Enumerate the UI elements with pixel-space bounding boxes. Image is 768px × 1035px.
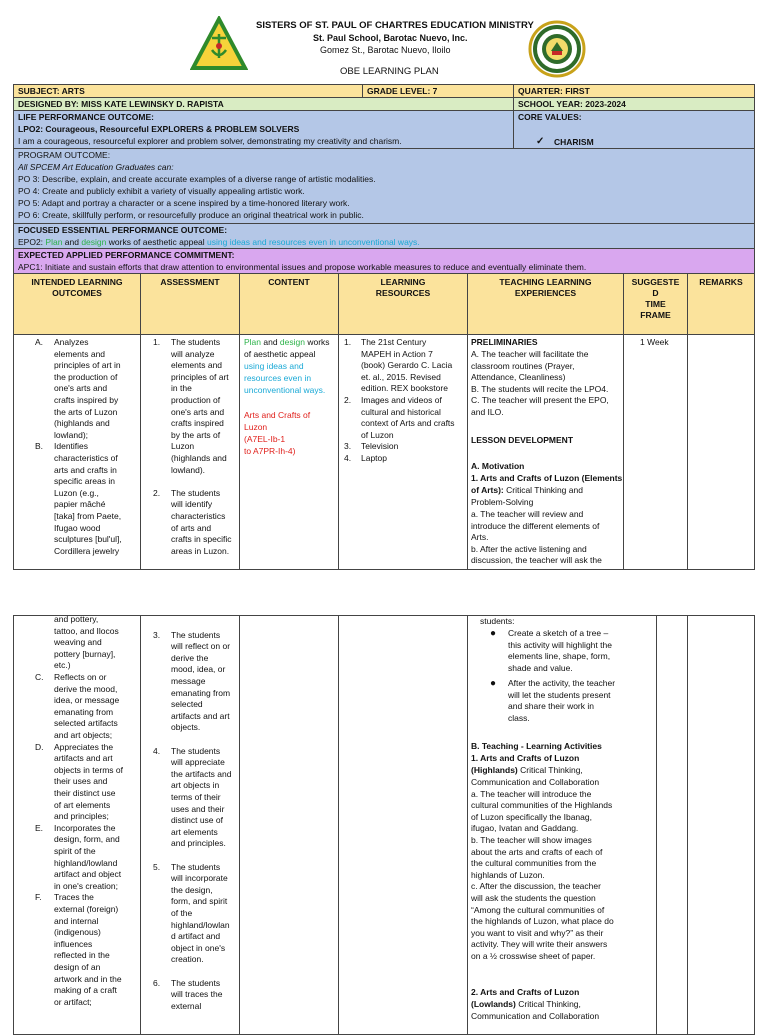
ilo-line-text: [taka] from Paete,	[54, 511, 122, 521]
activity-1-line: you want to visit and why?” as their	[471, 927, 604, 938]
ilo-line-text: derive the mood,	[54, 683, 118, 694]
ilo-line-text: influences	[54, 938, 93, 949]
ilo-line-marker: D.	[35, 741, 44, 752]
subject: SUBJECT: ARTS	[18, 86, 85, 96]
school-seal-right	[528, 20, 586, 78]
resource-line-text: Images and videos of	[361, 395, 442, 405]
preliminaries: PRELIMINARIES	[471, 337, 538, 347]
ilo-line-text: and pottery,	[54, 615, 99, 624]
assessment-line-text: The students	[171, 629, 221, 640]
content-red-3: (A7EL-Ib-1	[244, 434, 286, 444]
resources-cell-p1	[338, 334, 468, 570]
preliminary-line: classroom routines (Prayer,	[471, 360, 575, 371]
ilo-line-text: of art elements	[54, 799, 111, 810]
assessment-line-text: art objects in	[171, 780, 220, 791]
ilo-header-line2: OUTCOMES	[52, 288, 102, 298]
ilo-line-text: their distinct use	[54, 788, 116, 798]
assessment-line-text: distinct use of	[171, 815, 223, 826]
bullet-1-line: shade and value.	[508, 662, 573, 673]
assessment-line-text: will traces the	[171, 989, 223, 1000]
time-header-line2: D	[652, 288, 659, 298]
ilo-line-text: principles of art in	[54, 360, 121, 371]
assessment-line-text: crafts in specific	[171, 534, 232, 545]
life-outcome-label: LIFE PERFORMANCE OUTCOME:	[18, 112, 154, 122]
assessment-line-text: terms of their	[171, 792, 221, 802]
preliminary-line: and ILO.	[471, 407, 504, 417]
content-and: and	[261, 337, 280, 347]
activity-2-lowlands: (Lowlands)	[471, 999, 516, 1009]
col-header-ilo	[13, 273, 141, 335]
col-header-time	[623, 273, 688, 335]
resource-line-text: cultural and historical	[361, 406, 441, 417]
ilo-line-text: artwork and in the	[54, 973, 122, 984]
assessment-line-text: selected	[171, 699, 203, 710]
ilo-line-text: artifacts and art	[54, 753, 113, 764]
resource-line-text: The 21st Century	[361, 337, 427, 347]
assessment-line-text: characteristics	[171, 511, 226, 521]
ilo-line-text: elements and	[54, 348, 106, 359]
lpo2-title: LPO2: Courageous, Resourceful EXPLORERS & PROBLEM SOLVERS	[18, 124, 300, 134]
ilo-line-text: papier mâché	[54, 499, 106, 510]
ilo-line-text: Cordillera jewelry	[54, 545, 120, 556]
ilo-line-text: external (foreign)	[54, 904, 119, 914]
eapc-label: EXPECTED APPLIED PERFORMANCE COMMITMENT:	[18, 250, 235, 260]
activity-1-line: ifugao, Ivatan and Gaddang.	[471, 823, 579, 834]
activity-1-skills: Critical Thinking,	[517, 765, 583, 775]
assessment-line-text: of arts and	[171, 522, 212, 533]
content-cyan-1: using ideas and	[244, 361, 304, 371]
remarks-header: REMARKS	[699, 277, 743, 287]
assessment-line-marker: 1.	[153, 337, 161, 347]
assessment-line-text: production of	[171, 395, 221, 405]
assessment-line-marker: 3.	[153, 629, 161, 640]
assessment-line-text: d artifact and	[171, 931, 221, 942]
assessment-line-text: external	[171, 1000, 202, 1011]
lesson-development: LESSON DEVELOPMENT	[471, 435, 574, 445]
ilo-line-text: (highlands and	[54, 418, 110, 429]
program-outcome-label: PROGRAM OUTCOME:	[18, 150, 111, 160]
assessment-line-text: message	[171, 676, 206, 686]
ilo-line-text: Reflects on or	[54, 672, 107, 682]
assessment-line-text: principles of art	[171, 371, 229, 382]
core-values-label: CORE VALUES:	[518, 112, 582, 122]
resources-cell-p2	[338, 615, 468, 1035]
ilo-header-line1: INTENDED LEARNING	[31, 277, 123, 287]
col-header-tle	[467, 273, 624, 335]
preliminary-line: C. The teacher will present the EPO,	[471, 395, 609, 406]
assessment-line-text: The students	[171, 337, 221, 347]
epo2-and: and	[62, 237, 82, 247]
ilo-line-text: and internal	[54, 915, 99, 926]
ilo-line-marker: F.	[35, 892, 42, 903]
ilo-line-marker: B.	[35, 441, 44, 452]
col-header-remarks	[687, 273, 755, 335]
epo2	[18, 237, 420, 249]
content-cell-p1	[239, 334, 339, 570]
ilo-line-text: the arts of Luzon	[54, 406, 118, 417]
assessment-line-text: Luzon	[171, 441, 195, 452]
activity-1-line: c. After the discussion, the teacher	[471, 881, 601, 892]
assessment-line-text: will identify	[171, 499, 213, 510]
designed-by-cell	[13, 97, 514, 111]
resource-line-marker: 2.	[344, 395, 352, 405]
assessment-cell-p2	[140, 615, 240, 1035]
content-red-4: to A7PR-Ih-4)	[244, 446, 296, 456]
resource-line-marker: 3.	[344, 441, 352, 452]
activity-1-title: 1. Arts and Crafts of Luzon	[471, 753, 580, 763]
content-line1	[244, 337, 330, 349]
epo2-using: using ideas and resources even in unconventional ways.	[207, 237, 420, 247]
grade-level: GRADE LEVEL: 7	[367, 86, 438, 96]
ilo-line-text: in one's creation;	[54, 880, 118, 891]
epo2-plan: Plan	[45, 237, 63, 247]
ilo-line-text: spirit of the	[54, 846, 96, 856]
activity-1-line: cultural communities of the Highlands	[471, 800, 613, 811]
activity-1-line: “Among the cultural communities of	[471, 904, 605, 915]
resources-header-line2: RESOURCES	[375, 288, 431, 298]
activity-1-line: of Luzon specifically the Ibanag,	[471, 811, 592, 822]
org-name: SISTERS OF ST. PAUL OF CHARTRES EDUCATION MINISTRY	[256, 20, 534, 31]
time-header-line4: FRAME	[640, 310, 671, 320]
activity-1-sub	[471, 765, 583, 777]
resource-line-text: et. al., 2015. Revised	[361, 371, 441, 382]
motivation-item-1-rest: Critical Thinking and	[503, 485, 583, 495]
assessment-line-text: will analyze	[171, 348, 215, 359]
motivation-item-1c: Problem-Solving	[471, 497, 534, 507]
assessment-cell-p1	[140, 334, 240, 570]
assessment-header: ASSESSMENT	[160, 277, 220, 287]
ilo-line-text: weaving and	[54, 637, 102, 648]
activity-1-line: Communication and Collaboration	[471, 777, 600, 787]
assessment-line-marker: 6.	[153, 977, 161, 988]
motivation-line: a. The teacher will review and	[471, 509, 584, 519]
bullet-2-dot: ●	[490, 678, 497, 689]
ilo-line-text: highland/lowland	[54, 857, 118, 868]
eapc-cell	[13, 248, 755, 274]
teaching-activities-title: B. Teaching - Learning Activities	[471, 741, 602, 751]
content-header: CONTENT	[268, 277, 310, 287]
activity-1-line: highlands of Luzon.	[471, 869, 545, 880]
assessment-line-text: one's arts and	[171, 406, 225, 417]
motivation-line: discussion, the teacher will ask the	[471, 555, 602, 566]
ilo-line-text: the production of	[54, 371, 118, 382]
content-line2: of aesthetic appeal	[244, 349, 316, 359]
ilo-line-text: Ifugao wood	[54, 522, 101, 533]
assessment-line-text: crafts inspired	[171, 418, 224, 429]
assessment-line-text: (highlands and	[171, 453, 227, 463]
ilo-line-text: Appreciates the	[54, 741, 114, 752]
ilo-line-text: design of an	[54, 962, 101, 972]
activity-1-highlands: (Highlands)	[471, 765, 518, 775]
assessment-line-text: art elements	[171, 826, 218, 837]
ilo-line-marker: C.	[35, 672, 44, 682]
assessment-line-marker: 5.	[153, 861, 161, 872]
motivation-line: Arts.	[471, 532, 489, 543]
tle-students: students:	[480, 616, 515, 626]
activity-1-line: activity. They will write their answers	[471, 939, 608, 950]
activity-1-line: a. The teacher will introduce the	[471, 788, 592, 799]
ilo-line-text: characteristics of	[54, 453, 118, 463]
assessment-line-text: creation.	[171, 954, 204, 965]
assessment-line-marker: 2.	[153, 487, 161, 498]
remarks-cell-p2	[687, 615, 755, 1035]
assessment-line-text: artifacts and art	[171, 710, 230, 721]
bullet-2-line: and share their work in	[508, 701, 594, 712]
epo2-design: design	[81, 237, 107, 247]
ilo-line-text: making of a craft	[54, 985, 117, 996]
time-cell-p2	[656, 615, 688, 1035]
school-address: Gomez St., Barotac Nuevo, Iloilo	[320, 45, 451, 55]
ilo-line-text: and art objects;	[54, 730, 113, 740]
resource-line-text: Television	[361, 441, 399, 452]
content-red-1: Arts and Crafts of	[244, 410, 311, 420]
school-year: SCHOOL YEAR: 2023-2024	[518, 99, 626, 109]
ilo-line-text: specific areas in	[54, 476, 115, 487]
resources-header-line1: LEARNING	[380, 277, 426, 287]
tle-header-line2: EXPERIENCES	[514, 288, 577, 298]
ilo-line-text: Luzon (e.g.,	[54, 487, 99, 498]
content-works: works	[304, 337, 330, 347]
bullet-2-line: After the activity, the teacher	[508, 678, 616, 688]
preliminary-line: A. The teacher will facilitate the	[471, 349, 589, 359]
activity-1-line: will ask the students the question	[471, 893, 596, 903]
assessment-line-marker: 4.	[153, 745, 161, 756]
po4: PO 4: Create and publicly exhibit a variety of visually appealing artistic work.	[18, 186, 305, 196]
content-cell-p2	[239, 615, 339, 1035]
assessment-line-text: The students	[171, 977, 221, 988]
epo2-mid: works of aesthetic appeal	[106, 237, 208, 247]
ilo-line-text: tattoo, and Ilocos	[54, 625, 119, 636]
col-header-resources	[338, 273, 468, 335]
ilo-line-text: or artifact;	[54, 996, 92, 1007]
assessment-line-text: The students	[171, 745, 221, 756]
motivation-line: b. After the active listening and	[471, 543, 587, 554]
activity-2-line: Communication and Collaboration	[471, 1011, 600, 1021]
bullet-1-line: Create a sketch of a tree –	[508, 628, 609, 638]
resource-line-text: of Luzon	[361, 429, 394, 440]
ilo-line-text: artifact and object	[54, 869, 122, 880]
time-frame: 1 Week	[640, 337, 669, 347]
tle-header-line1: TEACHING LEARNING	[499, 277, 592, 287]
assessment-line-text: the design,	[171, 884, 213, 895]
assessment-line-text: of the	[171, 908, 193, 918]
subject-cell	[13, 84, 363, 98]
ilo-line-text: one's arts and	[54, 383, 108, 394]
po3: PO 3: Describe, explain, and create accurate examples of a diverse range of artistic modalities.	[18, 174, 376, 184]
epo-cell	[13, 223, 755, 249]
motivation: A. Motivation	[471, 461, 525, 471]
preliminary-line: Attendance, Cleanliness)	[471, 372, 566, 383]
activity-1-line: about the arts and crafts of each of	[471, 846, 603, 857]
po6: PO 6: Create, skillfully perform, or resourcefully produce an original theatrical work in public.	[18, 210, 364, 220]
resource-line-text: Laptop	[361, 453, 387, 463]
ilo-line-text: design, form, and	[54, 834, 120, 845]
motivation-item-1-bold: of Arts):	[471, 485, 504, 495]
ilo-line-text: Traces the	[54, 892, 94, 903]
bullet-2-line: will let the students present	[508, 689, 611, 700]
assessment-line-text: uses and their	[171, 803, 225, 814]
bullet-1-line: this activity will highlight the	[508, 639, 612, 650]
time-header-line1: SUGGESTE	[631, 277, 680, 287]
assessment-line-text: form, and spirit	[171, 896, 228, 907]
school-logo-left	[190, 16, 248, 72]
ilo-line-text: selected artifacts	[54, 718, 118, 729]
content-cyan-2: resources even in	[244, 373, 312, 383]
activity-1-line: b. The teacher will show images	[471, 835, 592, 845]
ilo-line-text: Analyzes	[54, 337, 89, 347]
quarter-cell	[513, 84, 755, 98]
tle-cell-p1	[467, 334, 624, 570]
time-cell-p1	[623, 334, 688, 570]
time-header-line3: TIME	[645, 299, 666, 309]
ilo-line-marker: E.	[35, 822, 44, 833]
assessment-line-text: will incorporate	[171, 873, 228, 884]
lpo2-description: I am a courageous, resourceful explorer and problem solver, demonstrating my creativity and charism.	[18, 136, 402, 146]
designed-by: DESIGNED BY: MISS KATE LEWINSKY D. RAPISTA	[18, 99, 224, 109]
epo-label: FOCUSED ESSENTIAL PERFORMANCE OUTCOME:	[18, 225, 228, 235]
ilo-line-text: emanating from	[54, 706, 114, 717]
assessment-line-text: in the	[171, 383, 192, 394]
resource-line-marker: 1.	[344, 337, 352, 347]
school-year-cell	[513, 97, 755, 111]
apc1: APC1: Initiate and sustain efforts that draw attention to environmental issues and propose workable measures to reduce and eventually eliminate them.	[18, 262, 587, 272]
core-values-cell	[513, 110, 755, 149]
assessment-line-text: The students	[171, 487, 221, 498]
motivation-line: introduce the different elements of	[471, 520, 600, 531]
ilo-line-text: lowland);	[54, 429, 89, 440]
plan-title: OBE LEARNING PLAN	[340, 66, 439, 77]
ilo-line-text: Incorporates the	[54, 822, 116, 833]
ilo-line-text: Identifies	[54, 441, 89, 452]
assessment-line-text: areas in Luzon.	[171, 545, 230, 556]
assessment-line-text: lowland).	[171, 464, 206, 475]
ilo-line-marker: A.	[35, 337, 44, 347]
remarks-cell-p1	[687, 334, 755, 570]
ilo-line-text: sculptures [bul'ul],	[54, 534, 122, 545]
assessment-line-text: The students	[171, 861, 221, 872]
school-name: St. Paul School, Barotac Nuevo, Inc.	[313, 33, 468, 43]
epo2-prefix: EPO2:	[18, 237, 46, 247]
tle-cell-p2	[467, 615, 657, 1035]
ilo-line-text: objects in terms of	[54, 764, 123, 775]
content-cyan-3: unconventional ways.	[244, 385, 326, 395]
po5: PO 5: Adapt and portray a character or a scene inspired by a time-honored literary work.	[18, 198, 350, 208]
content-plan: Plan	[244, 337, 262, 347]
assessment-line-text: the artifacts and	[171, 768, 232, 779]
grade-cell	[362, 84, 514, 98]
col-header-assessment	[140, 273, 240, 335]
activity-2-sub	[471, 999, 581, 1011]
assessment-line-text: derive the	[171, 652, 209, 663]
bullet-1-dot: ●	[490, 628, 497, 639]
preliminary-line: B. The students will recite the LPO4.	[471, 383, 609, 394]
assessment-line-text: and principles.	[171, 838, 226, 849]
activity-1-line: the highlands of Luzon, what place do	[471, 916, 614, 927]
ilo-line-text: their uses and	[54, 776, 108, 787]
assessment-line-text: objects.	[171, 722, 201, 733]
assessment-line-text: object in one's	[171, 942, 226, 953]
ilo-line-text: etc.)	[54, 660, 71, 671]
resource-line-text: context of Arts and crafts	[361, 418, 455, 429]
activity-2-skills: Critical Thinking,	[515, 999, 581, 1009]
content-red-2: Luzon	[244, 422, 268, 432]
assessment-line-text: will reflect on or	[171, 641, 231, 652]
bullet-2-line: class.	[508, 712, 530, 723]
ilo-line-text: arts and crafts in	[54, 464, 117, 475]
motivation-item-1b	[471, 485, 583, 497]
col-header-content	[239, 273, 339, 335]
assessment-line-text: by the arts of	[171, 429, 221, 440]
life-outcome-cell	[13, 110, 514, 149]
motivation-item-1: 1. Arts and Crafts of Luzon (Elements	[471, 473, 623, 483]
program-outcome-cell	[13, 148, 755, 224]
check-icon: ✓	[536, 136, 545, 147]
assessment-line-text: elements and	[171, 360, 223, 371]
assessment-line-text: mood, idea, or	[171, 664, 226, 675]
program-intro: All SPCEM Art Education Graduates can:	[18, 162, 174, 172]
quarter: QUARTER: FIRST	[518, 86, 590, 96]
content-design: design	[279, 337, 305, 347]
ilo-line-text: reflected in the	[54, 950, 110, 961]
ilo-cell-p2	[13, 615, 141, 1035]
assessment-line-text: highland/lowlan	[171, 919, 230, 930]
ilo-line-text: (indigenous)	[54, 927, 101, 938]
resource-line-text: edition. REX bookstore	[361, 383, 448, 394]
activity-2-title: 2. Arts and Crafts of Luzon	[471, 987, 580, 997]
activity-1-line: on a ½ crosswise sheet of paper.	[471, 951, 596, 961]
resource-line-text: (book) Gerardo C. Lacia	[361, 360, 453, 371]
ilo-line-text: idea, or message	[54, 695, 120, 706]
ilo-cell-p1	[13, 334, 141, 570]
ilo-line-text: crafts inspired by	[54, 395, 119, 405]
ilo-line-text: pottery [burnay],	[54, 648, 116, 659]
resource-line-marker: 4.	[344, 453, 352, 463]
resource-line-text: MAPEH in Action 7	[361, 348, 433, 359]
core-value: CHARISM	[554, 137, 594, 147]
bullet-1-line: elements line, shape, form,	[508, 651, 611, 662]
assessment-line-text: will appreciate	[171, 757, 225, 768]
assessment-line-text: emanating from	[171, 687, 231, 698]
ilo-line-text: and principles;	[54, 811, 109, 822]
activity-1-line: the cultural communities from the	[471, 858, 597, 869]
